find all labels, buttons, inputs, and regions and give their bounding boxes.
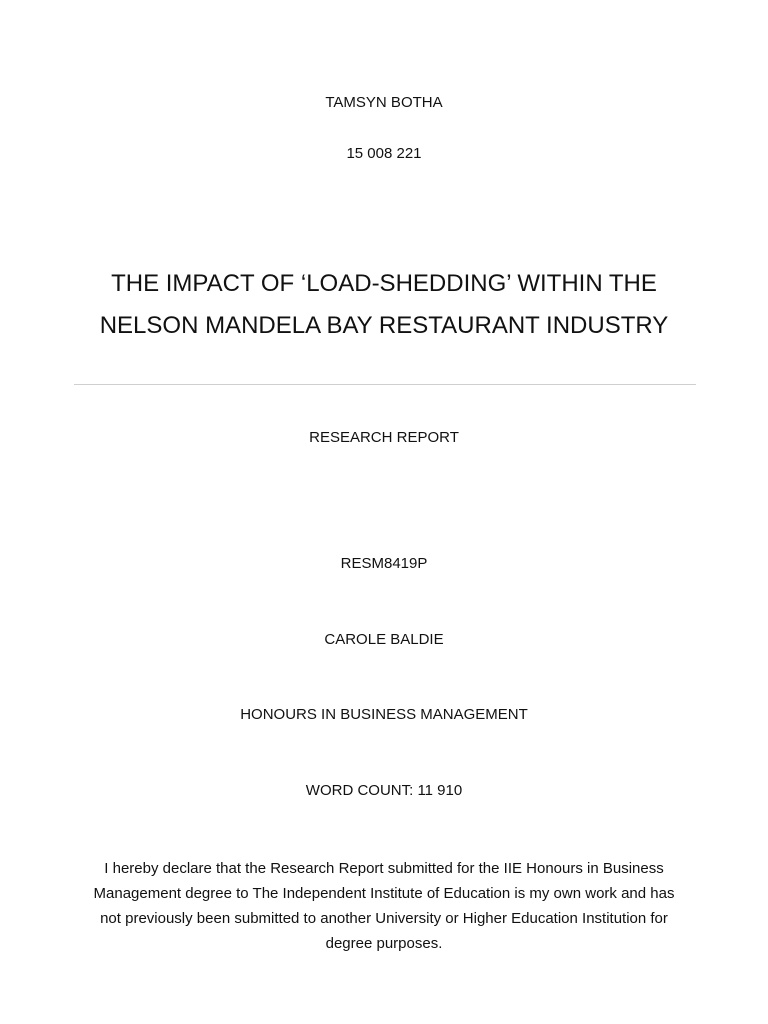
title-line-1: THE IMPACT OF ‘LOAD-SHEDDING’ WITHIN THE <box>111 270 657 297</box>
qualification: HONOURS IN BUSINESS MANAGEMENT <box>240 706 528 723</box>
declaration-line-4: degree purposes. <box>325 935 443 952</box>
horizontal-divider <box>74 384 696 385</box>
declaration-paragraph <box>60 856 708 956</box>
declaration-line-2: Management degree to The Independent Institute of Education is my own work and has <box>93 885 675 902</box>
title-line-2: NELSON MANDELA BAY RESTAURANT INDUSTRY <box>99 312 669 339</box>
word-count: WORD COUNT: 11 910 <box>305 782 463 799</box>
declaration-line-1: I hereby declare that the Research Report submitted for the IIE Honours in Business <box>104 860 664 877</box>
student-number: 15 008 221 <box>346 145 422 162</box>
module-code: RESM8419P <box>340 555 428 572</box>
supervisor-name: CAROLE BALDIE <box>324 631 444 648</box>
document-title <box>0 263 768 347</box>
report-type: RESEARCH REPORT <box>309 429 459 446</box>
declaration-line-3: not previously been submitted to another University or Higher Education Institution for <box>100 910 668 927</box>
author-name: TAMSYN BOTHA <box>325 94 443 111</box>
